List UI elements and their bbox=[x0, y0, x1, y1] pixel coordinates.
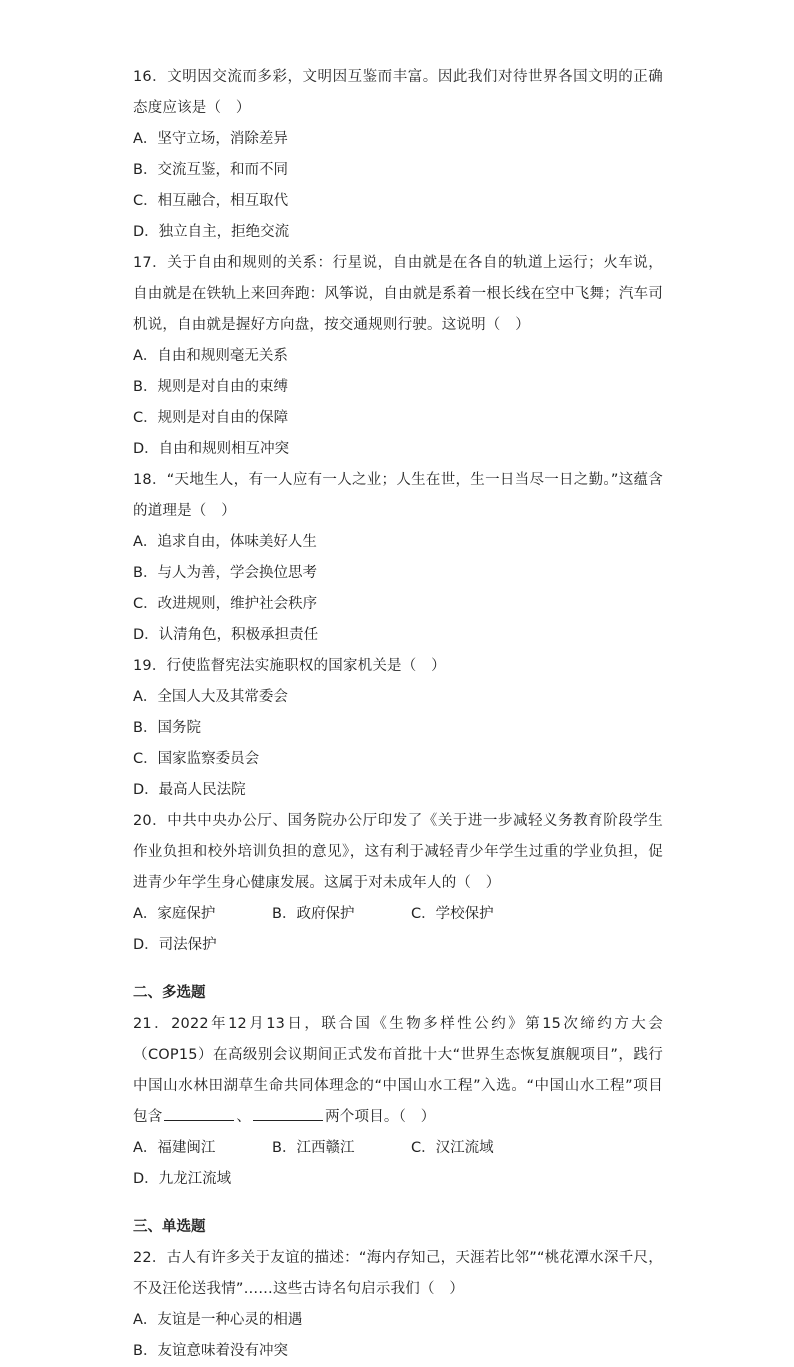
question-stem: 17．关于自由和规则的关系：行星说，自由就是在各自的轨道上运行；火车说，自由就是在铁轨上来回奔跑：风筝说，自由就是系着一根长线在空中飞舞；汽车司机说，自由就是握好方向盘，按交通规则行驶。这说明（ ） bbox=[133, 255, 663, 333]
question-stem bbox=[133, 1009, 663, 1133]
option-c: C．学校保护 bbox=[411, 906, 494, 922]
option-c: C．相互融合，相互取代 bbox=[133, 193, 289, 209]
options bbox=[133, 124, 663, 248]
question-stem: 16．文明因交流而多彩，文明因互鉴而丰富。因此我们对待世界各国文明的正确态度应该是（ ） bbox=[133, 69, 663, 116]
question-22 bbox=[133, 1243, 663, 1367]
option-b: B．江西赣江 bbox=[272, 1140, 355, 1156]
option-a: A．全国人大及其常委会 bbox=[133, 689, 288, 705]
question-17 bbox=[133, 248, 663, 465]
options bbox=[133, 1305, 663, 1367]
question-stem: 20．中共中央办公厅、国务院办公厅印发了《关于进一步减轻义务教育阶段学生作业负担和校外培训负担的意见》，这有利于减轻青少年学生过重的学业负担，促进青少年学生身心健康发展。这属于对未成年人的（ ） bbox=[133, 813, 663, 891]
spacer bbox=[133, 961, 663, 978]
answer-blank-2 bbox=[253, 1106, 323, 1121]
option-d: D．司法保护 bbox=[133, 937, 217, 953]
question-stem: 22．古人有许多关于友谊的描述：“海内存知己，天涯若比邻”“桃花潭水深千尺，不及汪伦送我情”……这些古诗名句启示我们（ ） bbox=[133, 1250, 663, 1297]
section-title-single-choice: 三、单选题 bbox=[133, 1219, 206, 1235]
option-c: C．规则是对自由的保障 bbox=[133, 410, 289, 426]
question-16 bbox=[133, 62, 663, 248]
option-a: A．友谊是一种心灵的相遇 bbox=[133, 1312, 303, 1328]
option-b: B．规则是对自由的束缚 bbox=[133, 379, 288, 395]
option-a: A．家庭保护 bbox=[133, 906, 216, 922]
question-stem: 19．行使监督宪法实施职权的国家机关是（ ） bbox=[133, 658, 446, 674]
options bbox=[133, 1133, 663, 1195]
answer-blank-1 bbox=[164, 1106, 234, 1121]
option-d: D．最高人民法院 bbox=[133, 782, 246, 798]
option-d: D．认清角色，积极承担责任 bbox=[133, 627, 319, 643]
option-d: D．自由和规则相互冲突 bbox=[133, 441, 290, 457]
option-c: C．国家监察委员会 bbox=[133, 751, 260, 767]
section-title-multi-choice: 二、多选题 bbox=[133, 985, 206, 1001]
stem-part-2: 两个项目。（ ） bbox=[325, 1109, 436, 1125]
option-b: B．与人为善，学会换位思考 bbox=[133, 565, 317, 581]
option-c: C．改进规则，维护社会秩序 bbox=[133, 596, 318, 612]
options bbox=[133, 682, 663, 806]
question-21 bbox=[133, 1009, 663, 1195]
stem-part-1: 21．2022年12月13日，联合国《生物多样性公约》第15次缔约方大会（COP15）在高级别会议期间正式发布首批十大“世界生态恢复旗舰项目”，践行中国山水林田湖草生命共同体理念的“中国山水工程”入选。“中国山水工程”项目包含 bbox=[133, 1016, 663, 1125]
option-a: A．自由和规则毫无关系 bbox=[133, 348, 288, 364]
option-a: A．追求自由，体味美好人生 bbox=[133, 534, 317, 550]
options bbox=[133, 527, 663, 651]
option-b: B．政府保护 bbox=[272, 906, 355, 922]
option-b: B．交流互鉴，和而不同 bbox=[133, 162, 288, 178]
question-19 bbox=[133, 651, 663, 806]
question-18 bbox=[133, 465, 663, 651]
options bbox=[133, 899, 663, 961]
exam-page bbox=[133, 62, 663, 1367]
option-b: B．国务院 bbox=[133, 720, 201, 736]
spacer bbox=[133, 1195, 663, 1212]
option-a: A．福建闽江 bbox=[133, 1140, 216, 1156]
option-d: D．独立自主，拒绝交流 bbox=[133, 224, 290, 240]
option-d: D．九龙江流域 bbox=[133, 1171, 232, 1187]
question-20 bbox=[133, 806, 663, 961]
option-b: B．友谊意味着没有冲突 bbox=[133, 1343, 288, 1359]
question-stem: 18．“天地生人，有一人应有一人之业；人生在世，生一日当尽一日之勤。”这蕴含的道理是（ ） bbox=[133, 472, 663, 519]
options bbox=[133, 341, 663, 465]
option-c: C．汉江流域 bbox=[411, 1140, 494, 1156]
option-a: A．坚守立场，消除差异 bbox=[133, 131, 288, 147]
stem-separator: 、 bbox=[236, 1109, 252, 1125]
